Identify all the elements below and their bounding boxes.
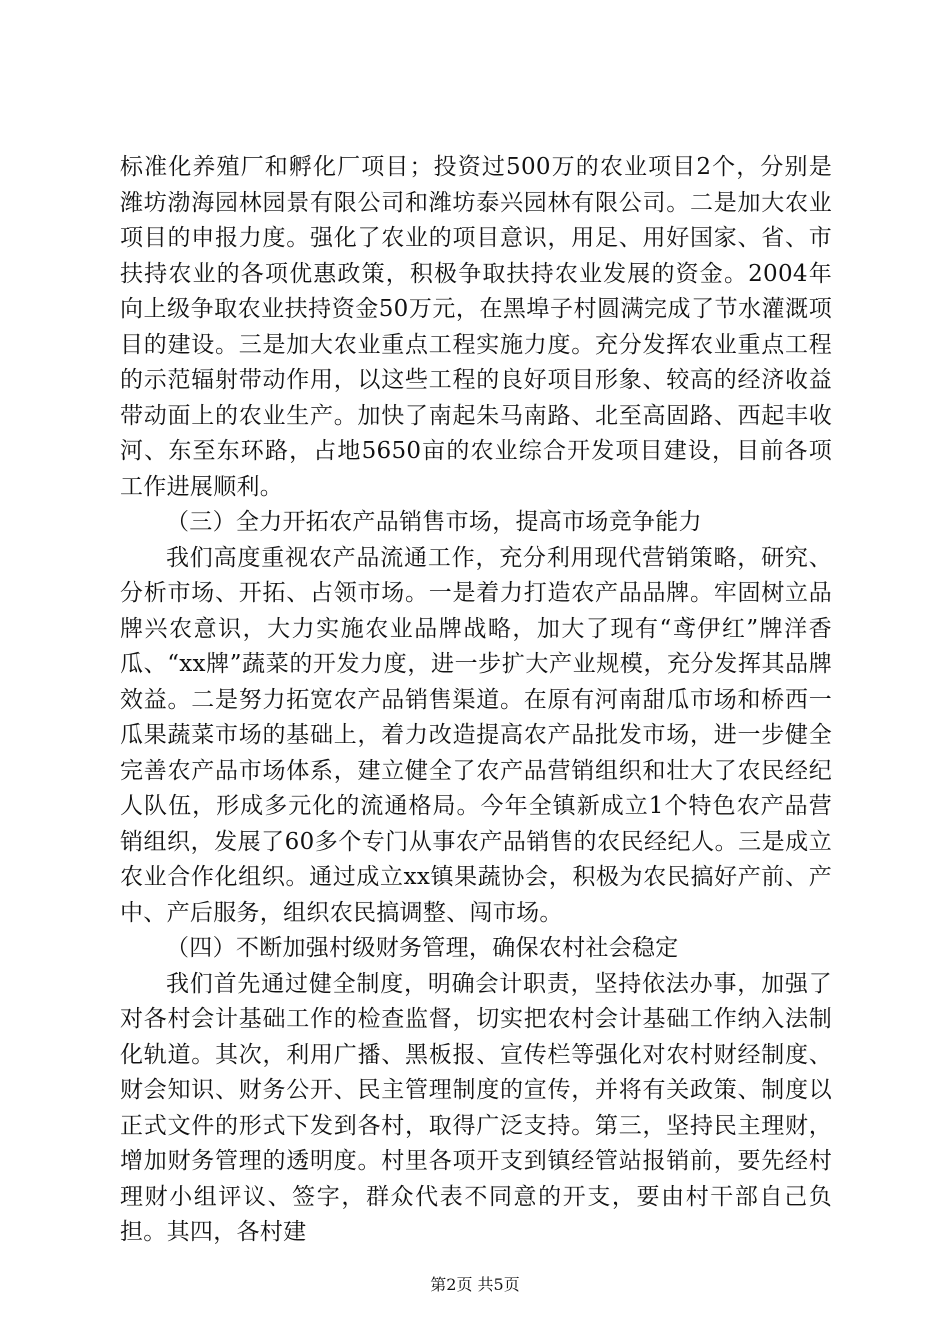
paragraph-projects: 标准化养殖厂和孵化厂项目；投资过500万的农业项目2个，分别是潍坊渤海园林园景有限公司和潍坊泰兴园林有限公司。二是加大农业项目的申报力度。强化了农业的项目意识，用足、用好国家、省、市扶持农业的各项优惠政策，积极争取扶持农业发展的资金。2004年向上级争取农业扶持资金50万元，在黑埠子村圆满完成了节水灌溉项目的建设。三是加大农业重点工程实施力度。充分发挥农业重点工程的示范辐射带动作用，以这些工程的良好项目形象、较高的经济收益带动面上的农业生产。加快了南起朱马南路、北至高固路、西起丰收河、东至东环路，占地5650亩的农业综合开发项目建设，目前各项工作进展顺利。 bbox=[120, 154, 832, 500]
paragraph-finance: 我们首先通过健全制度，明确会计职责，坚持依法办事，加强了对各村会计基础工作的检查监督，切实把农村会计基础工作纳入法制化轨道。其次，利用广播、黑板报、宣传栏等强化对农村财经制度、财会知识、财务公开、民主管理制度的宣传，并将有关政策、制度以正式文件的形式下发到各村，取得广泛支持。第三，坚持民主理财，增加财务管理的透明度。村里各项开支到镇经管站报销前，要先经村理财小组评议、签字，群众代表不同意的开支，要由村干部自己负担。其四，各村建 bbox=[120, 970, 832, 1245]
document-body bbox=[120, 150, 832, 1251]
page-footer: 第2页 共5页 bbox=[430, 1275, 520, 1294]
section-heading-3: （三）全力开拓农产品销售市场，提高市场竞争能力 bbox=[166, 509, 702, 535]
section-heading-4: （四）不断加强村级财务管理，确保农村社会稳定 bbox=[166, 935, 679, 961]
paragraph-market: 我们高度重视农产品流通工作，充分利用现代营销策略，研究、分析市场、开拓、占领市场。一是着力打造农产品品牌。牢固树立品牌兴农意识，大力实施农业品牌战略，加大了现有“鸢伊红”牌洋香瓜、“xx牌”蔬菜的开发力度，进一步扩大产业规模，充分发挥其品牌效益。二是努力拓宽农产品销售渠道。在原有河南甜瓜市场和桥西一瓜果蔬菜市场的基础上，着力改造提高农产品批发市场，进一步健全完善农产品市场体系，建立健全了农产品营销组织和壮大了农民经纪人队伍，形成多元化的流通格局。今年全镇新成立1个特色农产品营销组织，发展了60多个专门从事农产品销售的农民经纪人。三是成立农业合作化组织。通过成立xx镇果蔬协会，积极为农民搞好产前、产中、产后服务，组织农民搞调整、闯市场。 bbox=[120, 544, 832, 926]
